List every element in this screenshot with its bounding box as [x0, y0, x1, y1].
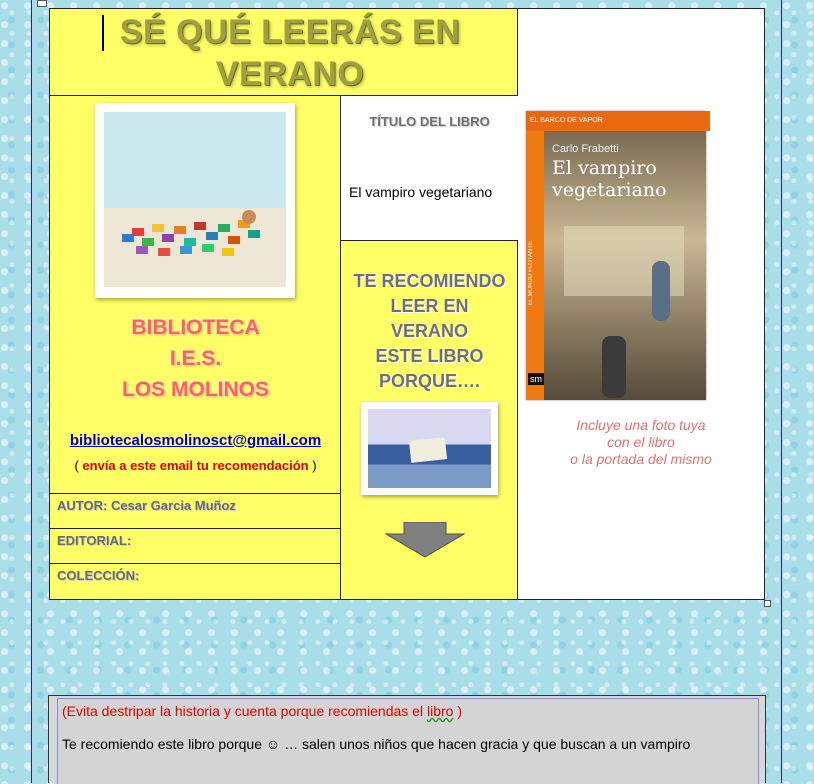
library-cell [50, 96, 341, 599]
books-pile-image [122, 204, 262, 259]
email-note: ( envía a este email tu recomendación ) [74, 458, 317, 473]
coleccion-field[interactable] [50, 563, 341, 599]
title-cell[interactable] [50, 9, 518, 96]
author-label: AUTOR: [57, 498, 108, 513]
book-cover-image [526, 111, 706, 400]
author-field[interactable] [50, 493, 341, 528]
cover-author: Carlo Frabetti [552, 143, 619, 155]
cover-collection: EL MUNDO FLOTANTE [528, 241, 534, 306]
recommend-cell [341, 96, 518, 599]
textbox-content[interactable] [57, 698, 759, 784]
library-name: BIBLIOTECA I.E.S. LOS MOLINOS [122, 316, 269, 401]
cover-side-strip [526, 131, 544, 400]
resize-handle-icon[interactable] [764, 600, 771, 607]
photo-caption: Incluye una foto tuya con el libro o la portada del mismo [570, 417, 712, 467]
title-value: El vampiro vegetariano [349, 184, 493, 200]
coleccion-label: COLECCIÓN: [57, 568, 140, 583]
textbox-body: Te recomiendo este libro porque ☺ … salen unos niños que hacen gracia y que buscan a un vampiro [62, 736, 691, 752]
cover-imprint: sm [530, 374, 542, 384]
title-label: TÍTULO DEL LIBRO [369, 114, 490, 129]
down-arrow-icon [384, 522, 466, 558]
cover-title: El vampiro vegetariano [552, 157, 667, 201]
cover-cell[interactable] [518, 9, 764, 599]
anchor-icon[interactable] [37, 0, 47, 7]
author-value: Cesar Garcia Muñoz [110, 498, 236, 513]
editorial-label: EDITORIAL: [57, 533, 132, 548]
recommendation-form [49, 8, 765, 600]
page-title: SÉ QUÉ LEERÁS EN VERANO [119, 13, 461, 93]
editorial-field[interactable] [50, 528, 341, 563]
textbox-hint: (Evita destripar la historia y cuenta porque recomiendas el libro ) [62, 703, 462, 719]
email-link[interactable]: bibliotecalosmolinosct@gmail.com [69, 432, 322, 449]
title-field[interactable] [341, 96, 518, 241]
recommend-heading: TE RECOMIENDO LEER EN VERANO ESTE LIBRO PORQUE…. [353, 271, 506, 391]
recommendation-textbox[interactable] [48, 695, 766, 783]
books-photo [95, 103, 295, 298]
cover-publisher: EL BARCO DE VAPOR [526, 111, 710, 131]
reading-photo [361, 402, 498, 495]
